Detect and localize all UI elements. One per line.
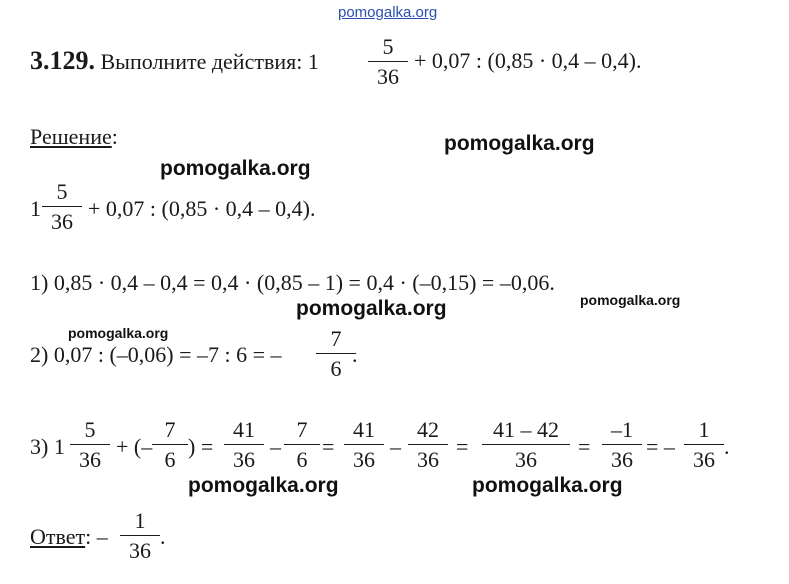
fraction-numerator: 5 <box>382 34 394 59</box>
fraction-denominator: 36 <box>515 447 537 472</box>
fraction-numerator: 7 <box>164 417 176 442</box>
step-3-fraction <box>682 419 726 471</box>
step-3-part: – <box>270 434 281 459</box>
watermark: pomogalka.org <box>188 474 339 497</box>
watermark: pomogalka.org <box>444 132 595 155</box>
fraction-numerator: 5 <box>84 417 96 442</box>
fraction-numerator: 41 <box>353 417 375 442</box>
step-3-fraction <box>282 419 322 471</box>
problem-line <box>30 48 319 74</box>
problem-tail: + 0,07 : (0,85 · 0,4 – 0,4). <box>414 48 642 73</box>
fraction-denominator: 36 <box>79 447 101 472</box>
fraction-numerator: 1 <box>134 508 146 533</box>
step-2-end: . <box>352 342 358 367</box>
fraction-numerator: 41 <box>233 417 255 442</box>
step-2-text: 2) 0,07 : (–0,06) = –7 : 6 = – <box>30 342 282 367</box>
problem-fraction <box>366 36 410 88</box>
step-3-fraction <box>600 419 644 471</box>
step-3-fraction <box>406 419 450 471</box>
watermark: pomogalka.org <box>472 474 623 497</box>
fraction-denominator: 36 <box>377 64 399 89</box>
fraction-numerator: 41 – 42 <box>493 417 559 442</box>
step-3-part: = – <box>646 434 675 459</box>
fraction-numerator: 5 <box>56 179 68 204</box>
step-1: 1) 0,85 · 0,4 – 0,4 = 0,4 · (0,85 – 1) = 0,4 · (–0,15) = –0,06. <box>30 270 555 295</box>
watermark-top: pomogalka.org <box>338 4 438 21</box>
step-3-part: = <box>578 434 591 459</box>
step-3-fraction <box>342 419 386 471</box>
step-3-part: – <box>390 434 401 459</box>
step-3-part: + (– <box>116 434 153 459</box>
problem-text: Выполните действия: 1 <box>100 49 319 74</box>
fraction-denominator: 6 <box>164 447 176 472</box>
fraction-denominator: 36 <box>417 447 439 472</box>
step-3-fraction <box>222 419 266 471</box>
fraction-denominator: 36 <box>233 447 255 472</box>
answer-line <box>30 526 108 548</box>
answer-end: . <box>160 524 166 549</box>
fraction-denominator: 36 <box>51 209 73 234</box>
step-3-fraction <box>480 419 572 471</box>
expr-tail: + 0,07 : (0,85 · 0,4 – 0,4). <box>88 196 316 221</box>
step-3-part: ) = <box>188 434 214 459</box>
expr-fraction <box>40 181 84 233</box>
fraction-denominator: 36 <box>611 447 633 472</box>
fraction-numerator: 42 <box>417 417 439 442</box>
fraction-numerator: 7 <box>296 417 308 442</box>
step-3-end: . <box>724 434 730 459</box>
fraction-numerator: –1 <box>611 417 633 442</box>
step-3-part: = <box>322 434 335 459</box>
answer-colon: : – <box>85 524 108 549</box>
fraction-denominator: 6 <box>330 356 342 381</box>
fraction-denominator: 36 <box>693 447 715 472</box>
expr-whole: 1 <box>30 196 41 221</box>
fraction-numerator: 1 <box>698 417 710 442</box>
solution-heading <box>30 126 118 148</box>
solution-label: Решение <box>30 124 112 149</box>
step-3-fraction <box>68 419 112 471</box>
step-3-part: = <box>456 434 469 459</box>
answer-fraction <box>118 510 162 562</box>
problem-number: 3.129. <box>30 46 95 75</box>
watermark: pomogalka.org <box>580 292 681 308</box>
watermark: pomogalka.org <box>68 325 169 341</box>
fraction-numerator: 7 <box>330 326 342 351</box>
step-3-fraction <box>150 419 190 471</box>
fraction-denominator: 36 <box>353 447 375 472</box>
watermark: pomogalka.org <box>296 297 447 320</box>
fraction-denominator: 36 <box>129 538 151 563</box>
answer-label: Ответ <box>30 524 86 549</box>
fraction-denominator: 6 <box>296 447 308 472</box>
watermark: pomogalka.org <box>160 157 311 180</box>
solution-colon: : <box>111 124 118 149</box>
step-3-part: 3) 1 <box>30 434 65 459</box>
